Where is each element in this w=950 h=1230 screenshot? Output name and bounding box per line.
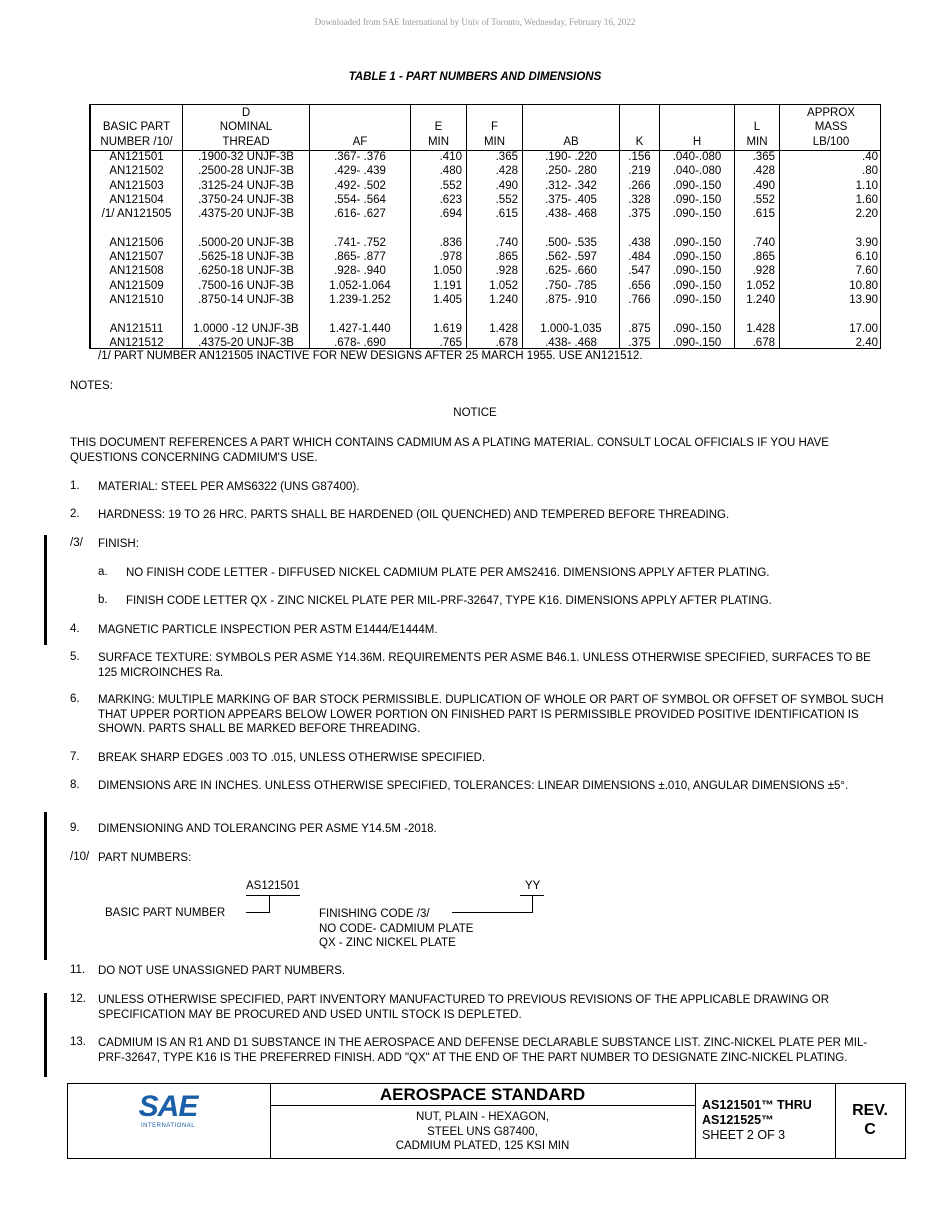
table-cell: 1.619 [433, 322, 462, 335]
header-line: D [241, 106, 251, 119]
table-cell: .4375-20 UNJF-3B [198, 208, 294, 221]
table-cell: .8750-14 UNJF-3B [198, 293, 294, 306]
table-cell: .490 [752, 179, 775, 192]
table-cell: AN121504 [109, 193, 164, 206]
table-cell: .865 [752, 251, 775, 264]
table-cell: .3750-24 UNJF-3B [198, 193, 294, 206]
table-cell: .312- .342 [545, 179, 597, 192]
column-header [91, 107, 182, 149]
table-cell: .156 [628, 151, 651, 163]
table-cell: .928 [752, 265, 775, 278]
table-cell: .80 [862, 165, 878, 178]
table-cell: 10.80 [849, 279, 878, 292]
note-12-number: 12. [70, 993, 86, 1005]
pn-base: AS121501 [246, 880, 300, 892]
table-cell: 1.239-1.252 [329, 293, 391, 306]
note-11-number: 11. [70, 964, 86, 976]
header-line: MASS [814, 121, 848, 133]
standard-title: AEROSPACE STANDARD [379, 1085, 586, 1104]
table-cell: AN121501 [109, 151, 164, 163]
column-header [660, 107, 734, 149]
table-cell: .875 [628, 322, 651, 335]
pn-basic-label: BASIC PART NUMBER [105, 907, 226, 919]
table-cell: .616- .627 [334, 208, 386, 221]
table-cell: .552 [752, 193, 775, 206]
column-basic-part-number [90, 105, 182, 348]
table-cell: .190- .220 [545, 151, 597, 163]
note-7: BREAK SHARP EDGES .003 TO .015, UNLESS OTHERWISE SPECIFIED. [98, 752, 486, 764]
note-10-number: /10/ [70, 851, 90, 863]
header-line: MIN [427, 135, 450, 148]
table-cell: 1.10 [855, 179, 878, 192]
note-11: DO NOT USE UNASSIGNED PART NUMBERS. [98, 965, 346, 977]
sheet-number: SHEET 2 OF 3 [702, 1128, 786, 1142]
notes-heading: NOTES: [70, 380, 113, 392]
table-cell: .875- .910 [545, 293, 597, 306]
download-notice: Downloaded from SAE International by Univ of Toronto, Wednesday, February 16, 2022 [314, 17, 636, 27]
table-cell: .1900-32 UNJF-3B [198, 151, 294, 163]
note-9-number: 9. [70, 822, 80, 834]
column-k [619, 105, 659, 348]
table-cell: AN121512 [109, 336, 164, 349]
note-5: SURFACE TEXTURE: SYMBOLS PER ASME Y14.36M. REQUIREMENTS PER ASME B46.1. UNLESS OTHERWISE SPECIFIED, SURFACES TO BE 125 MICROINCHES Ra. [98, 652, 871, 679]
document-number-line-1: AS121501™ THRU [702, 1098, 812, 1112]
table-cell: .5625-18 UNJF-3B [198, 251, 294, 264]
change-bar [44, 993, 47, 1077]
table-cell: 1.052 [489, 279, 518, 292]
table-cell: .090-.150 [672, 322, 722, 335]
table-cell: .090-.150 [672, 293, 722, 306]
header-line: E [434, 121, 443, 133]
column-f-min [466, 105, 522, 348]
header-line: LB/100 [812, 135, 850, 148]
header-line: THREAD [222, 135, 270, 148]
dimension-table [89, 104, 881, 349]
table-cell: .740 [752, 236, 775, 249]
table-cell: .090-.150 [672, 265, 722, 278]
column-h [659, 105, 734, 348]
table-cell: .429- .439 [334, 165, 386, 178]
table-cell: .040-.080 [672, 151, 722, 163]
table-cell: .090-.150 [672, 208, 722, 221]
table-cell: 1.240 [746, 293, 775, 306]
revision-value: C [864, 1121, 876, 1138]
table-cell: .865 [495, 251, 518, 264]
table-cell: 1.240 [489, 293, 518, 306]
pn-finish-label [319, 907, 473, 951]
pn-finish-line-3: QX - ZINC NICKEL PLATE [319, 937, 456, 949]
table-cell: 1.000-1.035 [540, 322, 602, 335]
table-cell: .750- .785 [545, 279, 597, 292]
table-cell: .625- .660 [545, 265, 597, 278]
table-cell: .250- .280 [545, 165, 597, 178]
table-cell: 1.428 [489, 322, 518, 335]
table-cell: .438- .468 [545, 336, 597, 349]
note-3a-letter: a. [98, 566, 108, 578]
header-line: APPROX [807, 106, 855, 119]
note-2: HARDNESS: 19 TO 26 HRC. PARTS SHALL BE HARDENED (OIL QUENCHED) AND TEMPERED BEFORE THREADING. [98, 509, 730, 521]
table-cell: .656 [628, 279, 651, 292]
table-cell: AN121509 [109, 279, 164, 292]
table-cell: .547 [628, 265, 651, 278]
table-cell: .484 [628, 251, 651, 264]
table-title: TABLE 1 - PART NUMBERS AND DIMENSIONS [348, 71, 602, 83]
table-cell: .766 [628, 293, 651, 306]
table-cell: .678- .690 [334, 336, 386, 349]
notice-title: NOTICE [453, 407, 497, 419]
table-cell: AN121510 [109, 293, 164, 306]
table-cell: .2500-28 UNJF-3B [198, 165, 294, 178]
column-header [467, 107, 522, 149]
table-cell: .492- .502 [334, 179, 386, 192]
column-ab [522, 105, 619, 348]
table-cell: .928- .940 [334, 265, 386, 278]
table-cell: .410 [439, 151, 462, 163]
table-cell: .480 [439, 165, 462, 178]
table-cell: 1.191 [433, 279, 462, 292]
table-cell: .500- .535 [545, 236, 597, 249]
change-bar [44, 535, 47, 645]
revision [835, 1101, 905, 1139]
column-header [780, 107, 882, 149]
table-cell: .40 [862, 151, 878, 163]
sae-logo [136, 1092, 200, 1129]
table-cell: .836 [439, 236, 462, 249]
table-cell: .375 [628, 336, 651, 349]
table-cell: .219 [628, 165, 651, 178]
column-header [183, 107, 309, 149]
pn-finish-line-2: NO CODE- CADMIUM PLATE [319, 922, 474, 935]
table-cell: 1.050 [433, 265, 462, 278]
table-cell: 6.10 [855, 251, 878, 264]
note-3b-letter: b. [98, 594, 108, 606]
header-line: AB [563, 135, 579, 148]
note-3: FINISH: [98, 538, 139, 550]
table-cell: .375- .405 [545, 193, 597, 206]
table-cell: AN121503 [109, 179, 164, 192]
table-cell: 17.00 [849, 322, 878, 335]
header-line: BASIC PART [102, 121, 171, 133]
note-9: DIMENSIONING AND TOLERANCING PER ASME Y14.5M -2018. [98, 823, 437, 835]
column-header [620, 107, 659, 149]
note-13-number: 13. [70, 1036, 86, 1048]
table-cell: .552 [495, 193, 518, 206]
document-number [702, 1098, 812, 1143]
table-cell: AN121508 [109, 265, 164, 278]
table-cell: 1.0000 -12 UNJF-3B [193, 322, 299, 335]
table-cell: .438- .468 [545, 208, 597, 221]
header-line: H [692, 135, 702, 148]
sae-logo-subtitle: INTERNATIONAL [140, 1123, 196, 1129]
note-2-number: 2. [70, 508, 80, 520]
column-af [309, 105, 410, 348]
table-cell: 1.052-1.064 [329, 279, 391, 292]
table-cell: .428 [752, 165, 775, 178]
table-cell: .3125-24 UNJF-3B [198, 179, 294, 192]
note-4-number: 4. [70, 623, 80, 635]
table-cell: .6250-18 UNJF-3B [198, 265, 294, 278]
header-line: NOMINAL [219, 121, 273, 133]
note-3a: NO FINISH CODE LETTER - DIFFUSED NICKEL CADMIUM PLATE PER AMS2416. DIMENSIONS APPLY AFTER PLATING. [126, 567, 770, 579]
note-6-number: 6. [70, 693, 80, 705]
table-cell: .765 [439, 336, 462, 349]
table-cell: .490 [495, 179, 518, 192]
table-cell: .090-.150 [672, 279, 722, 292]
header-line: K [635, 135, 644, 148]
notice-text: THIS DOCUMENT REFERENCES A PART WHICH CONTAINS CADMIUM AS A PLATING MATERIAL. CONSULT LOCAL OFFICIALS IF YOU HAVE QUESTIONS CONCERNING CADMIUM'S USE. [70, 437, 829, 464]
table-cell: .678 [752, 336, 775, 349]
table-cell: .694 [439, 208, 462, 221]
column-e-min [410, 105, 466, 348]
table-cell: .678 [495, 336, 518, 349]
note-8-number: 8. [70, 779, 80, 791]
note-6: MARKING: MULTIPLE MARKING OF BAR STOCK PERMISSIBLE. DUPLICATION OF WHOLE OR PART OF SYMBOL OR OFFSET OF SYMBOL SUCH THAT UPPER PORTION APPEARS BELOW LOWER PORTION ON FINISHED PART IS PERMISSIBLE PROVIDED POSITIVE IDENTIFICATION IS SHOWN. PARTS SHALL BE MARKED BEFORE THREADING. [98, 694, 884, 735]
note-3-number: /3/ [70, 537, 83, 549]
table-cell: .090-.150 [672, 179, 722, 192]
header-line: L [753, 121, 761, 133]
column-header [310, 107, 410, 149]
column-header [523, 107, 619, 149]
note-3b: FINISH CODE LETTER QX - ZINC NICKEL PLATE PER MIL-PRF-32647, TYPE K16. DIMENSIONS APPLY AFTER PLATING. [126, 595, 772, 607]
table-cell: .367- .376 [334, 151, 386, 163]
column-nominal-thread [182, 105, 309, 348]
header-line: MIN [483, 135, 506, 148]
table-cell: 2.20 [855, 208, 878, 221]
note-5-number: 5. [70, 651, 80, 663]
note-12: UNLESS OTHERWISE SPECIFIED, PART INVENTORY MANUFACTURED TO PREVIOUS REVISIONS OF THE APPLICABLE DRAWING OR SPECIFICATION MAY BE PROCURED AND USED UNTIL STOCK IS DEPLETED. [98, 994, 830, 1021]
table-cell: 13.90 [849, 293, 878, 306]
pn-suffix: YY [525, 880, 541, 892]
description-line-2: STEEL UNS G87400, [427, 1125, 538, 1138]
table-cell: AN121502 [109, 165, 164, 178]
table-cell: .5000-20 UNJF-3B [198, 236, 294, 249]
description-line-3: CADMIUM PLATED, 125 KSI MIN [395, 1140, 570, 1152]
column-header [411, 107, 466, 149]
note-7-number: 7. [70, 751, 80, 763]
table-cell: .554- .564 [334, 193, 386, 206]
table-cell: .740 [495, 236, 518, 249]
table-cell: .615 [495, 208, 518, 221]
header-line: F [490, 121, 499, 133]
table-cell: 1.052 [746, 279, 775, 292]
table-cell: 2.40 [855, 336, 878, 349]
table-cell: .090-.150 [672, 236, 722, 249]
header-line: MIN [746, 135, 768, 148]
note-1: MATERIAL: STEEL PER AMS6322 (UNS G87400). [98, 481, 360, 493]
note-4: MAGNETIC PARTICLE INSPECTION PER ASTM E1444/E1444M. [98, 624, 438, 636]
table-cell: .4375-20 UNJF-3B [198, 336, 294, 349]
description-line-1: NUT, PLAIN - HEXAGON, [416, 1111, 549, 1123]
pn-finish-line-1: FINISHING CODE /3/ [319, 908, 430, 920]
table-cell: 7.60 [855, 265, 878, 278]
table-cell: .090-.150 [672, 251, 722, 264]
title-block [67, 1083, 906, 1159]
table-cell: .741- .752 [334, 236, 386, 249]
table-cell: .090-.150 [672, 193, 722, 206]
table-cell: .365 [752, 151, 775, 163]
table-cell: 1.427-1.440 [329, 322, 391, 335]
table-cell: .865- .877 [334, 251, 386, 264]
table-cell: .562- .597 [545, 251, 597, 264]
table-cell: .428 [495, 165, 518, 178]
column-approx-mass [779, 105, 882, 348]
note-10: PART NUMBERS: [98, 852, 192, 864]
table-cell: AN121511 [109, 322, 164, 335]
table-cell: .328 [628, 193, 651, 206]
change-bar [44, 812, 47, 960]
table-cell: 1.405 [433, 293, 462, 306]
sae-logo-mark: SAE [138, 1090, 198, 1123]
document-number-line-2: AS121525™ [702, 1113, 774, 1127]
column-header [735, 107, 779, 149]
table-cell: 3.90 [855, 236, 878, 249]
part-description [270, 1110, 695, 1154]
column-l-min [734, 105, 779, 348]
table-cell: .615 [752, 208, 775, 221]
table-cell: /1/ AN121505 [101, 208, 172, 221]
header-line: AF [352, 135, 368, 148]
table-footnote: /1/ PART NUMBER AN121505 INACTIVE FOR NEW DESIGNS AFTER 25 MARCH 1955. USE AN121512. [98, 350, 643, 362]
note-13: CADMIUM IS AN R1 AND D1 SUBSTANCE IN THE AEROSPACE AND DEFENSE DECLARABLE SUBSTANCE LIST. ZINC-NICKEL PLATE PER MIL-PRF-32647, TYPE K16 IS THE PREFERRED FINISH. ADD "QX" AT THE END OF THE PART NUMBER TO DESIGNATE ZINC-NICKEL PLATING. [98, 1037, 868, 1064]
table-cell: .375 [628, 208, 651, 221]
header-line: NUMBER /10/ [100, 135, 173, 148]
table-cell: .7500-16 UNJF-3B [198, 279, 294, 292]
table-cell: .090-.150 [672, 336, 722, 349]
revision-label: REV. [852, 1102, 888, 1119]
table-cell: AN121507 [109, 251, 164, 264]
note-8: DIMENSIONS ARE IN INCHES. UNLESS OTHERWISE SPECIFIED, TOLERANCES: LINEAR DIMENSIONS ±.010, ANGULAR DIMENSIONS ±5°. [98, 780, 849, 792]
table-cell: 1.60 [855, 193, 878, 206]
table-cell: .623 [439, 193, 462, 206]
note-1-number: 1. [70, 480, 80, 492]
table-cell: .266 [628, 179, 651, 192]
table-cell: .040-.080 [672, 165, 722, 178]
table-cell: 1.428 [746, 322, 775, 335]
table-cell: AN121506 [109, 236, 164, 249]
table-cell: .552 [439, 179, 462, 192]
table-cell: .928 [495, 265, 518, 278]
table-cell: .978 [439, 251, 462, 264]
table-cell: .438 [628, 236, 651, 249]
table-cell: .365 [495, 151, 518, 163]
